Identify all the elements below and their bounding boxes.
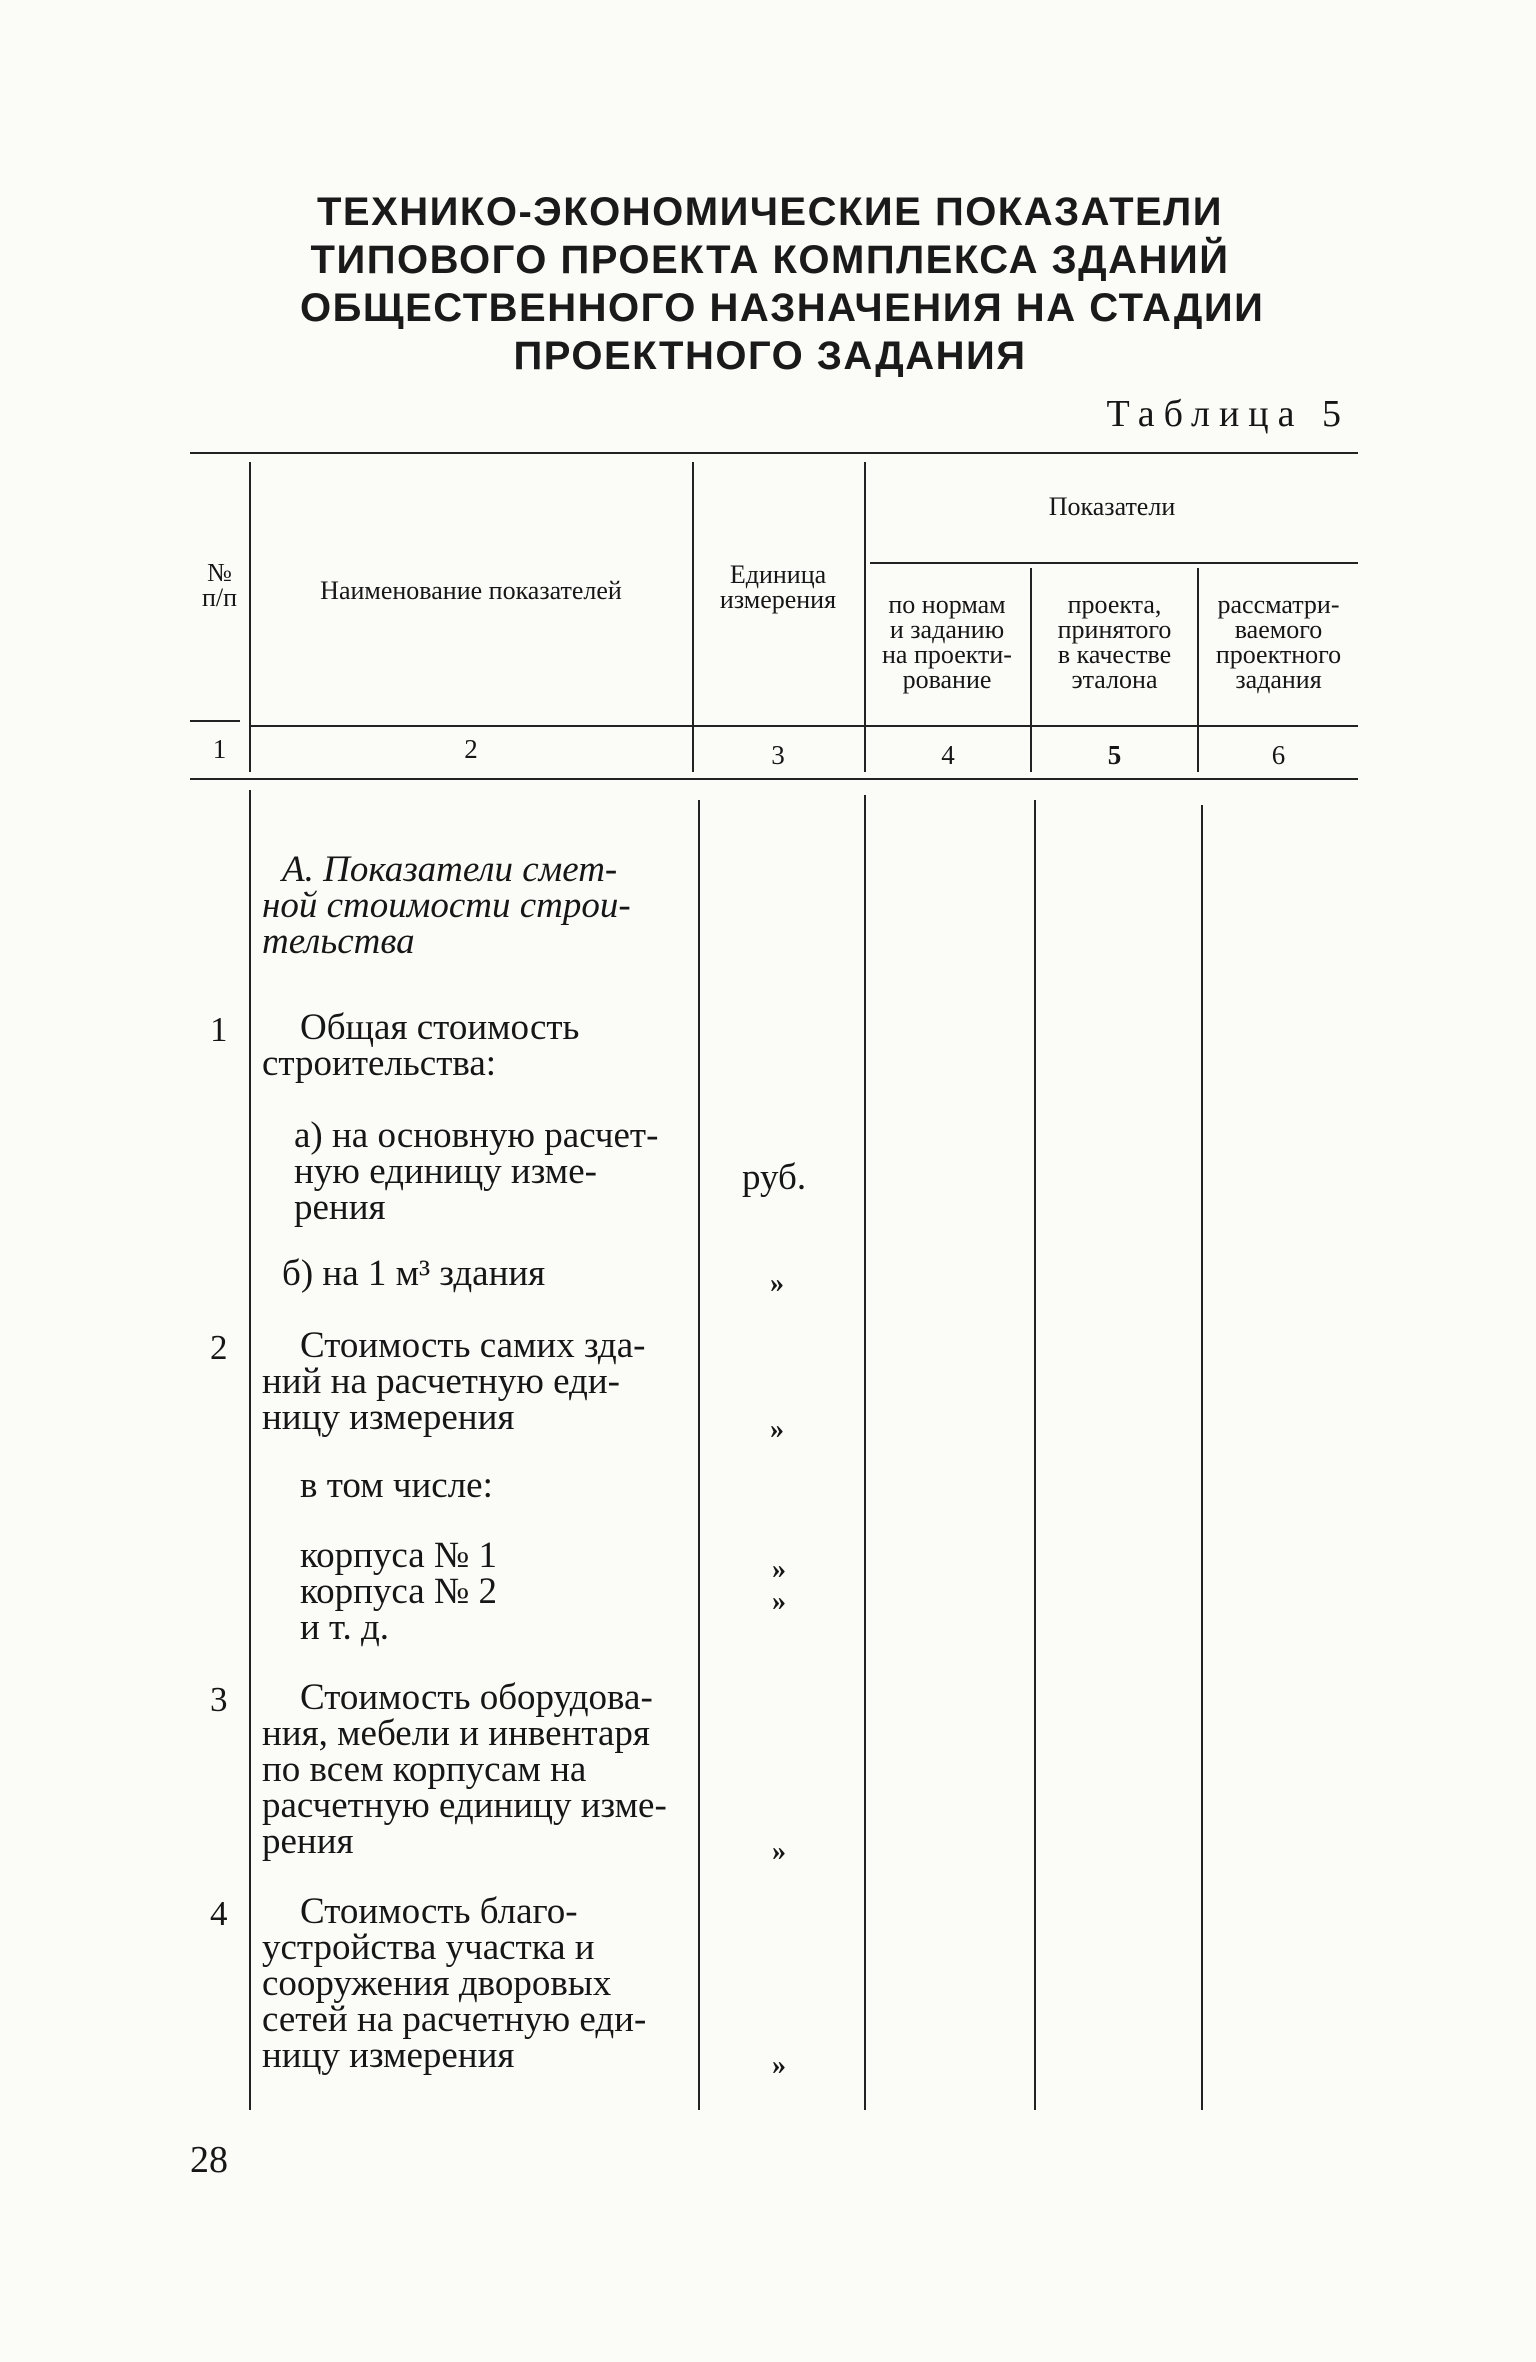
section-heading: ной стоимости строи- (262, 885, 631, 926)
header-number: № п/п (201, 558, 238, 612)
row-text: Стоимость оборудова- (300, 1677, 653, 1718)
ditto-mark: » (772, 1554, 786, 1585)
column-number: 5 (1107, 740, 1122, 770)
row-text: ния, мебели и инвентаря (262, 1713, 650, 1754)
row-text: сооружения дворовых (262, 1963, 612, 2004)
ditto-mark: » (772, 1836, 786, 1867)
row-text: корпуса № 1 (300, 1535, 497, 1576)
header-unit: Единица измерения (719, 560, 837, 614)
row-text: ний на расчетную еди- (262, 1361, 621, 1402)
row-text: Общая стоимость (300, 1007, 580, 1048)
column-number: 6 (1271, 740, 1286, 770)
row-text: по всем корпусам на (262, 1749, 587, 1790)
row-text: рения (294, 1187, 386, 1228)
header-considered-project: рассматри- ваемого проектного задания (1215, 590, 1342, 694)
row-text: ницу измерения (262, 2035, 515, 2076)
section-heading: тельства (262, 921, 415, 962)
row-text: ную единицу изме- (294, 1151, 597, 1192)
column-number: 2 (464, 734, 478, 764)
ditto-mark: » (772, 1586, 786, 1617)
row-text: расчетную единицу изме- (262, 1785, 667, 1826)
row-text: Стоимость благо- (300, 1891, 578, 1932)
title-line: ПРОЕКТНОГО ЗАДАНИЯ (513, 334, 1027, 378)
row-text: рения (262, 1821, 354, 1862)
row-text: сетей на расчетную еди- (262, 1999, 647, 2040)
row-text: в том числе: (300, 1465, 493, 1506)
unit-cell: руб. (742, 1157, 807, 1198)
row-number: 2 (210, 1328, 228, 1367)
section-heading: А. Показатели смет- (282, 849, 618, 890)
header-reference-project: проекта, принятого в качестве эталона (1057, 590, 1172, 694)
row-text: ницу измерения (262, 1397, 515, 1438)
title-line: ОБЩЕСТВЕННОГО НАЗНАЧЕНИЯ НА СТАДИИ (300, 286, 1265, 330)
header-indicators: Показатели (1048, 492, 1176, 521)
table-label: Таблица 5 (1106, 393, 1350, 435)
row-number: 4 (210, 1894, 228, 1933)
column-number: 1 (212, 734, 227, 764)
row-number: 3 (210, 1680, 228, 1719)
column-number: 3 (771, 740, 785, 770)
row-text: Стоимость самих зда- (300, 1325, 646, 1366)
ditto-mark: » (770, 1268, 784, 1299)
title-line: ТИПОВОГО ПРОЕКТА КОМПЛЕКСА ЗДАНИЙ (310, 238, 1230, 282)
ditto-mark: » (770, 1414, 784, 1445)
page-title (300, 188, 1265, 380)
page-number: 28 (190, 2139, 228, 2181)
row-text: корпуса № 2 (300, 1571, 497, 1612)
header-by-norms: по нормам и заданию на проекти- рование (882, 590, 1012, 694)
title-line: ТЕХНИКО-ЭКОНОМИЧЕСКИЕ ПОКАЗАТЕЛИ (316, 190, 1223, 234)
row-text: строительства: (262, 1043, 497, 1084)
row-text: устройства участка и (262, 1927, 595, 1968)
row-text: б) на 1 м³ здания (282, 1253, 546, 1294)
header-name: Наименование показателей (320, 576, 622, 605)
column-number: 4 (941, 740, 955, 770)
row-text: и т. д. (300, 1607, 390, 1648)
row-text: а) на основную расчет- (294, 1115, 659, 1156)
ditto-mark: » (772, 2050, 786, 2081)
row-number: 1 (210, 1010, 228, 1049)
